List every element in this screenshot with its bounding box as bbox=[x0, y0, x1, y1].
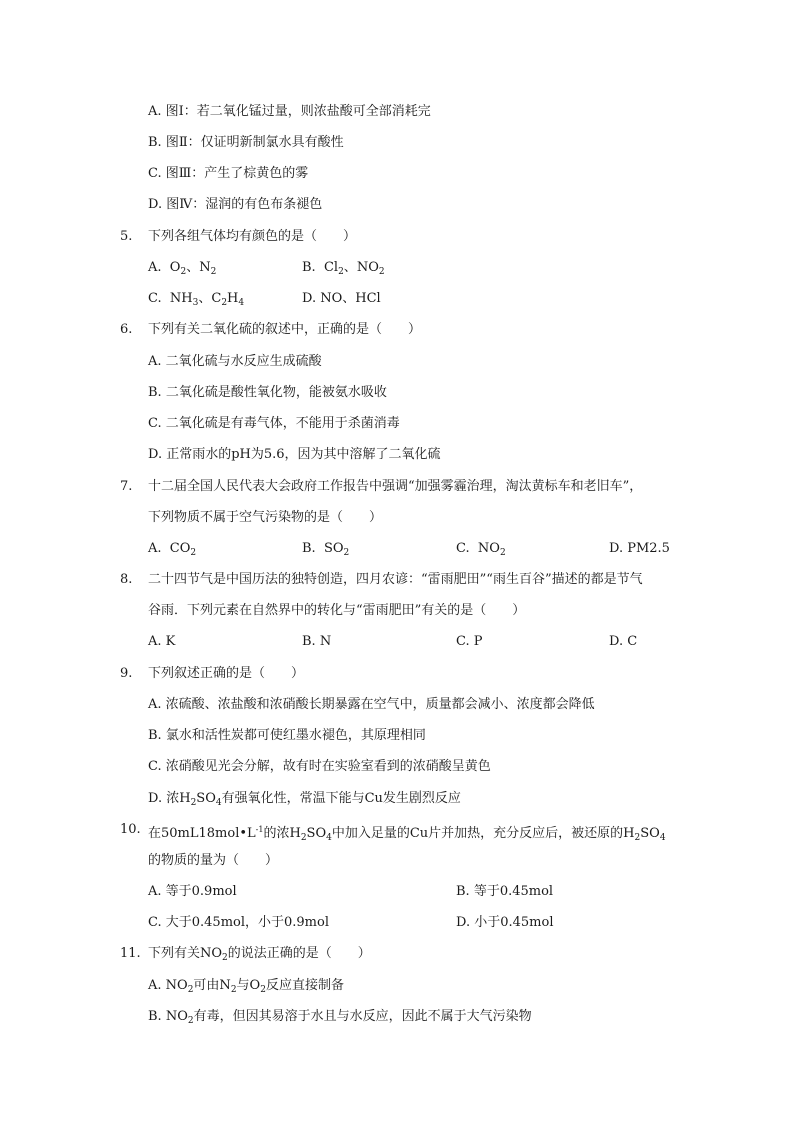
q6-stem: 下列有关二氧化硫的叙述中，正确的是（ ） bbox=[148, 322, 422, 337]
q11-number: 11. bbox=[120, 946, 141, 961]
q8-option-b[interactable]: B. N bbox=[302, 634, 332, 649]
q5-option-c-sub2b: 4 bbox=[238, 298, 245, 308]
q9-option-d-pre: D. 浓H bbox=[148, 791, 191, 806]
q10-stem-mid2: SO bbox=[306, 826, 327, 841]
q6-option-c[interactable]: C. 二氧化硫是有毒气体，不能用于杀菌消毒 bbox=[148, 416, 400, 431]
q9-option-b[interactable]: B. 氯水和活性炭都可使红墨水褪色，其原理相同 bbox=[148, 728, 426, 743]
q4-option-d[interactable]: D. 图Ⅳ：湿润的有色布条褪色 bbox=[148, 197, 323, 212]
q8-number: 8. bbox=[120, 572, 133, 587]
q5-number: 5. bbox=[120, 229, 133, 244]
q5-option-a-formula2: N bbox=[199, 260, 211, 275]
q4-option-b[interactable]: B. 图Ⅱ：仅证明新制氯水具有酸性 bbox=[148, 135, 344, 150]
q10-stem-sub1: 2 bbox=[300, 833, 307, 843]
q7-option-c[interactable] bbox=[456, 539, 506, 563]
q10-number: 10. bbox=[120, 822, 141, 837]
q10-stem-line2: 的物质的量为（ ） bbox=[148, 853, 279, 868]
q5-option-c-sub2a: 2 bbox=[221, 298, 228, 308]
q10-stem-sub4: 4 bbox=[659, 833, 666, 843]
q7-option-a-label: A. bbox=[148, 541, 162, 556]
q5-option-c-sep: 、 bbox=[198, 291, 212, 306]
q5-stem: 下列各组气体均有颜色的是（ ） bbox=[148, 229, 357, 244]
q8-stem-line2: 谷雨．下列元素在自然界中的转化与“雷雨肥田”有关的是（ ） bbox=[148, 603, 526, 618]
q7-number: 7. bbox=[120, 479, 133, 494]
q9-option-d-post: 有强氧化性，常温下能与Cu发生剧烈反应 bbox=[221, 791, 461, 806]
q8-stem-line1: 二十四节气是中国历法的独特创造，四月农谚：“雷雨肥田”“雨生百谷”描述的都是节气 bbox=[148, 572, 643, 587]
q5-option-b-sep: 、 bbox=[343, 260, 357, 275]
q11-stem-post: 的说法正确的是（ ） bbox=[227, 946, 371, 961]
q7-stem-line2: 下列物质不属于空气污染物的是（ ） bbox=[148, 510, 383, 525]
q10-option-a[interactable]: A. 等于0.9mol bbox=[148, 884, 237, 899]
q7-option-b-sub: 2 bbox=[343, 548, 350, 558]
q6-option-a[interactable]: A. 二氧化硫与水反应生成硫酸 bbox=[148, 354, 322, 369]
q10-stem-sub3: 2 bbox=[634, 833, 641, 843]
q6-number: 6. bbox=[120, 322, 133, 337]
q11-stem bbox=[148, 944, 371, 968]
q4-option-c[interactable]: C. 图Ⅲ：产生了棕黄色的雾 bbox=[148, 166, 309, 181]
q5-option-b[interactable] bbox=[302, 258, 385, 282]
q8-option-c[interactable]: C. P bbox=[456, 634, 483, 649]
q11-option-a[interactable] bbox=[148, 976, 344, 1000]
q7-option-b-label: B. bbox=[302, 541, 316, 556]
q11-option-a-mid2: 与O bbox=[236, 978, 261, 993]
q7-option-a[interactable] bbox=[148, 539, 196, 563]
q10-option-b[interactable]: B. 等于0.45mol bbox=[456, 884, 554, 899]
q10-stem-sub2: 4 bbox=[326, 833, 332, 843]
q5-option-b-sub1: 2 bbox=[338, 267, 344, 277]
q7-option-a-formula: CO bbox=[169, 541, 191, 556]
q9-option-c[interactable]: C. 浓硝酸见光会分解，故有时在实验室看到的浓硝酸呈黄色 bbox=[148, 759, 491, 774]
q9-option-d-mid: SO bbox=[196, 791, 216, 806]
q11-option-a-sub3: 2 bbox=[260, 985, 266, 995]
q10-stem-mid3: 中加入足量的Cu片并加热，充分反应后，被还原的H bbox=[331, 826, 635, 841]
q9-option-d-sub2: 4 bbox=[215, 798, 222, 808]
q10-option-d[interactable]: D. 小于0.45mol bbox=[456, 915, 554, 930]
q7-option-a-sub: 2 bbox=[190, 548, 197, 558]
q11-option-a-sub2: 2 bbox=[230, 985, 237, 995]
q11-option-a-pre: A. NO bbox=[148, 978, 188, 993]
q7-option-d[interactable]: D. PM2.5 bbox=[609, 541, 670, 556]
q5-option-a-sub1: 2 bbox=[180, 267, 187, 277]
q7-option-b-formula: SO bbox=[323, 541, 344, 556]
q5-option-a-label: A. bbox=[148, 260, 162, 275]
q10-stem-pre: 在50mL18mol•L bbox=[148, 826, 256, 841]
q11-stem-pre: 下列有关NO bbox=[148, 946, 223, 961]
q10-stem-line1 bbox=[148, 820, 666, 848]
q10-stem-sup: -1 bbox=[255, 825, 264, 834]
q5-option-c-sub1: 3 bbox=[192, 298, 199, 308]
q7-stem-line1: 十二届全国人民代表大会政府工作报告中强调“加强雾霾治理，淘汰黄标车和老旧车”， bbox=[148, 479, 643, 494]
q5-option-b-formula2: NO bbox=[356, 260, 379, 275]
q6-option-b[interactable]: B. 二氧化硫是酸性氧化物，能被氨水吸收 bbox=[148, 385, 387, 400]
q11-option-b-sub: 2 bbox=[187, 1016, 194, 1026]
q4-option-a[interactable]: A. 图Ⅰ：若二氧化锰过量，则浓盐酸可全部消耗完 bbox=[148, 104, 431, 119]
q5-option-b-label: B. bbox=[302, 260, 316, 275]
q5-option-c[interactable] bbox=[148, 289, 244, 313]
q9-option-d[interactable] bbox=[148, 789, 461, 813]
q9-number: 9. bbox=[120, 666, 133, 681]
q11-option-a-mid: 可由N bbox=[193, 978, 231, 993]
q9-stem: 下列叙述正确的是（ ） bbox=[148, 666, 305, 681]
q11-option-b[interactable] bbox=[148, 1007, 532, 1031]
q7-option-b[interactable] bbox=[302, 539, 349, 563]
q9-option-a[interactable]: A. 浓硫酸、浓盐酸和浓硝酸长期暴露在空气中，质量都会减小、浓度都会降低 bbox=[148, 697, 595, 712]
q10-stem-mid1: 的浓H bbox=[263, 826, 301, 841]
q7-option-c-formula: NO bbox=[477, 541, 500, 556]
q5-option-d[interactable]: D. NO、HCl bbox=[302, 291, 381, 306]
q5-option-c-formula2a: C bbox=[211, 291, 222, 306]
q10-stem-mid4: SO bbox=[640, 826, 660, 841]
q5-option-a-sub2: 2 bbox=[210, 267, 217, 277]
q7-option-c-sub: 2 bbox=[499, 548, 506, 558]
q5-option-c-label: C. bbox=[148, 291, 162, 306]
q6-option-d[interactable]: D. 正常雨水的pH为5.6，因为其中溶解了二氧化硫 bbox=[148, 447, 441, 462]
q11-option-a-sub1: 2 bbox=[187, 985, 194, 995]
q7-option-c-label: C. bbox=[456, 541, 470, 556]
q8-option-d[interactable]: D. C bbox=[609, 634, 638, 649]
q5-option-a-sep: 、 bbox=[186, 260, 200, 275]
q11-option-b-post: 有毒，但因其易溶于水且与水反应，因此不属于大气污染物 bbox=[193, 1009, 532, 1024]
q5-option-a[interactable] bbox=[148, 258, 216, 282]
q5-option-c-formula1: NH bbox=[169, 291, 193, 306]
q11-option-b-pre: B. NO bbox=[148, 1009, 188, 1024]
q10-option-c[interactable]: C. 大于0.45mol，小于0.9mol bbox=[148, 915, 329, 930]
q11-option-a-post: 反应直接制备 bbox=[265, 978, 344, 993]
q5-option-a-formula1: O bbox=[169, 260, 181, 275]
q5-option-b-formula1: Cl bbox=[323, 260, 339, 275]
q5-option-c-formula2b: H bbox=[227, 291, 239, 306]
q5-option-b-sub2: 2 bbox=[378, 267, 385, 277]
q9-option-d-sub1: 2 bbox=[190, 798, 197, 808]
q8-option-a[interactable]: A. K bbox=[148, 634, 176, 649]
q11-stem-sub: 2 bbox=[222, 953, 228, 963]
